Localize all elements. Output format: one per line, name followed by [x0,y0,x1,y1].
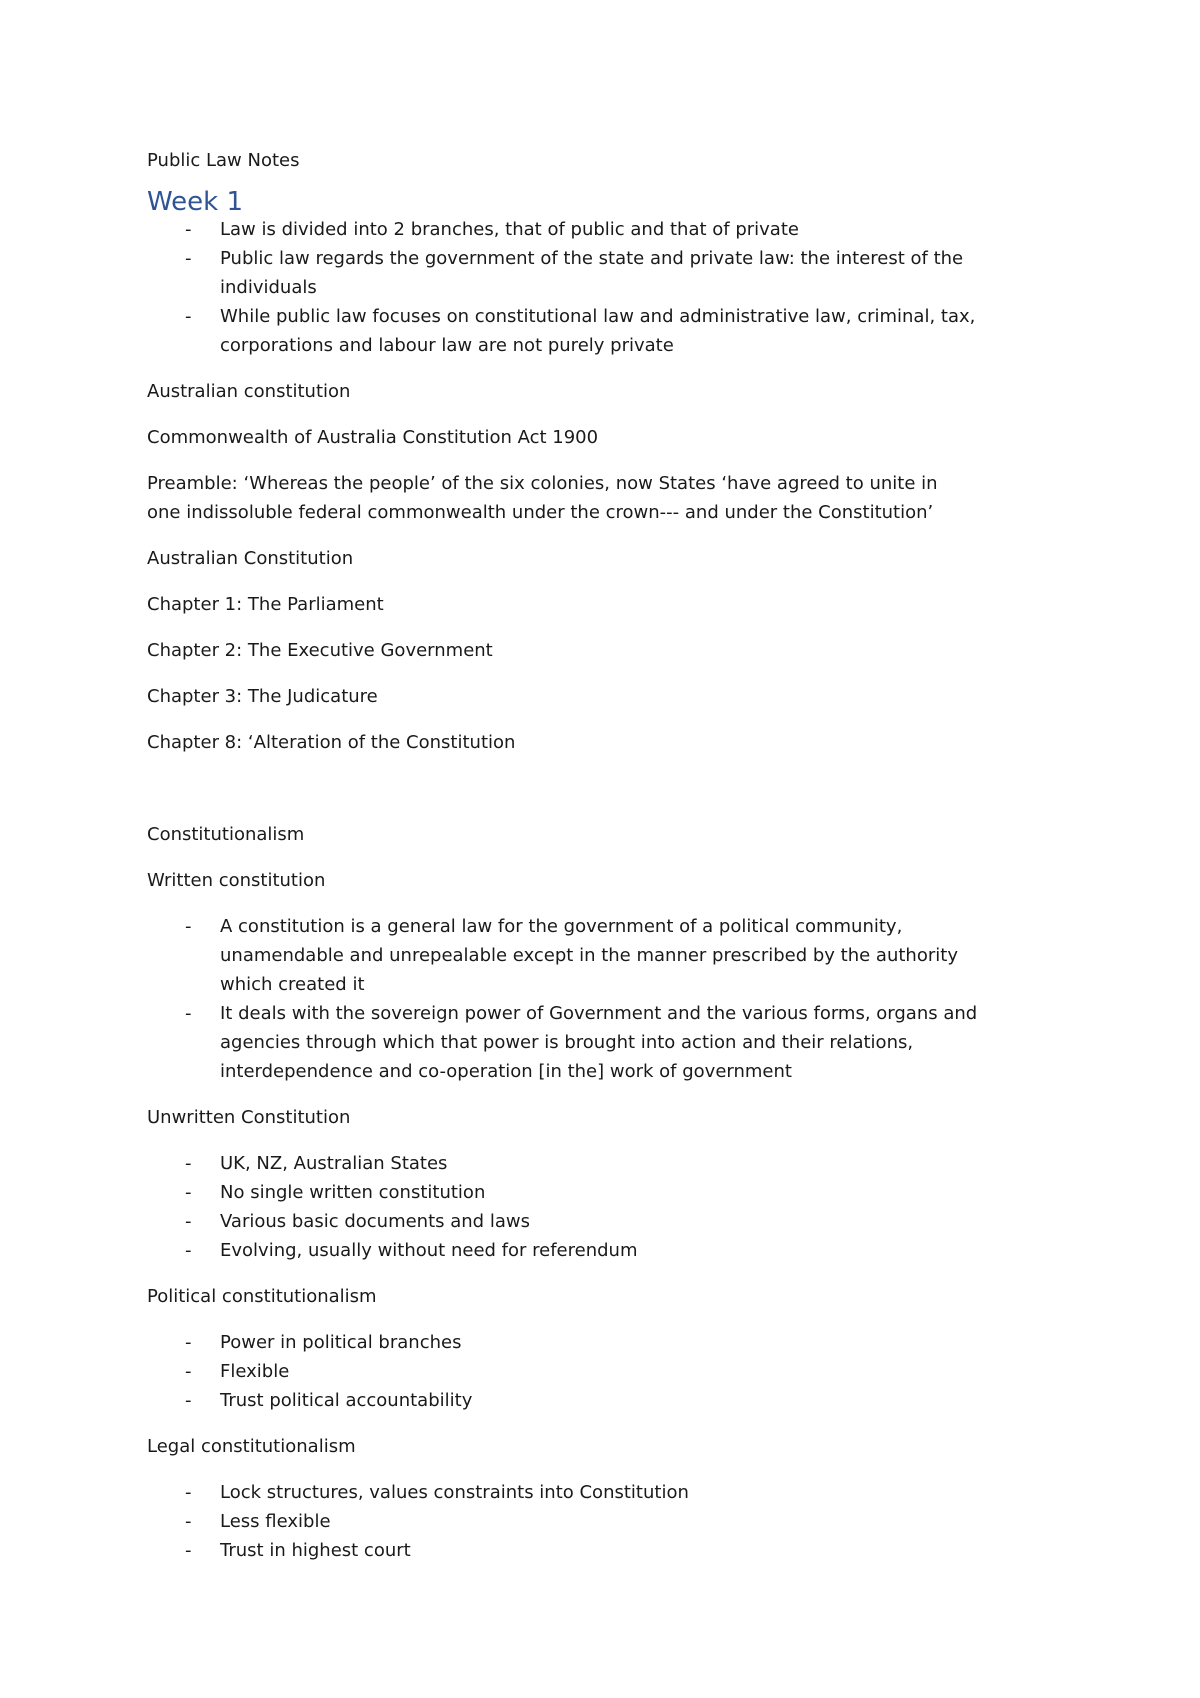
dash-marker: - [185,1153,192,1174]
blank-line [147,774,1077,820]
unwritten-constitution-label: Unwritten Constitution [147,1107,351,1128]
written-constitution-label: Written constitution [147,870,326,891]
dash-marker: - [185,1211,192,1232]
dash-marker: - [185,1482,192,1503]
list-item [147,1536,1077,1565]
political-constitutionalism-list [147,1328,1077,1415]
list-item-text: While public law focuses on constitutional law and administrative law, criminal, tax, corporations and labour law are not purely private [220,306,976,356]
list-item-text: It deals with the sovereign power of Government and the various forms, organs and agencies through which that power is brought into action and their relations, interdependence and co-operation [in the] work of government [220,1003,978,1082]
list-item [147,1207,1077,1236]
list-item-text: Lock structures, values constraints into Constitution [220,1482,689,1503]
unwritten-constitution-list [147,1149,1077,1265]
list-item [147,302,1077,360]
list-item [147,1357,1077,1386]
dash-marker: - [185,1511,192,1532]
list-item-text: Various basic documents and laws [220,1211,530,1232]
list-item-text: Trust political accountability [220,1390,473,1411]
chapter-2: Chapter 2: The Executive Government [147,640,493,661]
document-page [147,146,1077,1582]
chapter-8: Chapter 8: ‘Alteration of the Constitution [147,732,516,753]
dash-marker: - [185,1390,192,1411]
act-title: Commonwealth of Australia Constitution Act 1900 [147,427,599,448]
australian-constitution-label: Australian constitution [147,381,351,402]
dash-marker: - [185,219,192,240]
preamble-paragraph: Preamble: ‘Whereas the people’ of the six colonies, now States ‘have agreed to unite in one indissoluble federal commonwealth under the crown--- and under the Constitution’ [147,473,938,523]
list-item-text: Power in political branches [220,1332,462,1353]
list-item [147,244,1077,302]
dash-marker: - [185,306,192,327]
political-constitutionalism-label: Political constitutionalism [147,1286,377,1307]
list-item-text: Public law regards the government of the state and private law: the interest of the individuals [220,248,964,298]
dash-marker: - [185,248,192,269]
list-item [147,999,1077,1086]
list-item [147,1236,1077,1265]
list-item [147,1328,1077,1357]
legal-constitutionalism-list [147,1478,1077,1565]
list-item-text: A constitution is a general law for the government of a political community, unamendable and unrepealable except in the manner prescribed by the authority which created it [220,916,958,995]
australian-constitution-heading: Australian Constitution [147,548,354,569]
dash-marker: - [185,1332,192,1353]
list-item-text: Law is divided into 2 branches, that of public and that of private [220,219,799,240]
list-item [147,1478,1077,1507]
list-item-text: Flexible [220,1361,290,1382]
written-constitution-list [147,912,1077,1086]
week1-bullet-list [147,215,1077,360]
list-item [147,215,1077,244]
list-item [147,1178,1077,1207]
constitutionalism-heading: Constitutionalism [147,824,305,845]
list-item-text: Less flexible [220,1511,331,1532]
list-item-text: Trust in highest court [220,1540,411,1561]
dash-marker: - [185,1182,192,1203]
dash-marker: - [185,916,192,937]
list-item-text: Evolving, usually without need for referendum [220,1240,638,1261]
list-item [147,1507,1077,1536]
list-item-text: No single written constitution [220,1182,486,1203]
list-item-text: UK, NZ, Australian States [220,1153,448,1174]
dash-marker: - [185,1540,192,1561]
chapter-1: Chapter 1: The Parliament [147,594,384,615]
legal-constitutionalism-label: Legal constitutionalism [147,1436,356,1457]
list-item [147,1386,1077,1415]
document-title: Public Law Notes [147,150,300,171]
chapter-3: Chapter 3: The Judicature [147,686,378,707]
dash-marker: - [185,1003,192,1024]
list-item [147,912,1077,999]
dash-marker: - [185,1361,192,1382]
list-item [147,1149,1077,1178]
dash-marker: - [185,1240,192,1261]
week-heading: Week 1 [147,187,244,217]
